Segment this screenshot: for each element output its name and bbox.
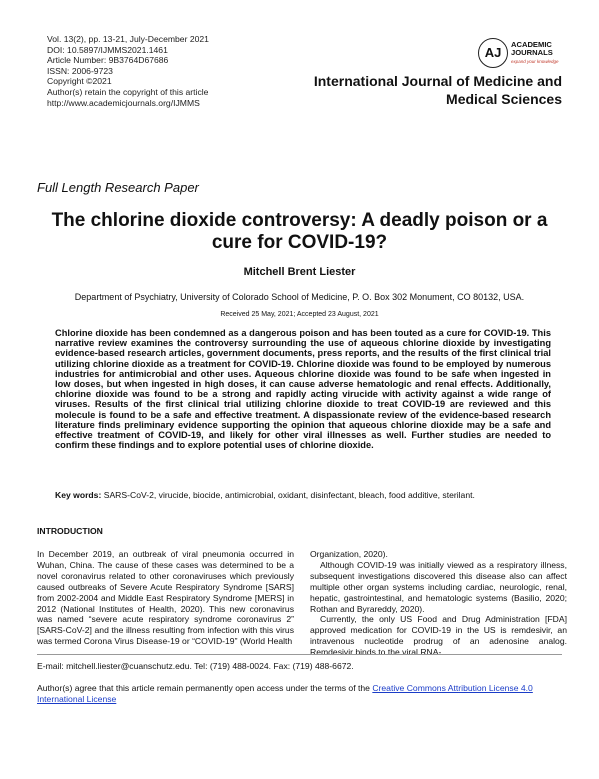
paper-type: Full Length Research Paper [37, 180, 199, 195]
body-column-left [37, 549, 294, 647]
publisher-logo-text [511, 41, 559, 67]
body-column-right [310, 549, 567, 658]
intro-paragraph-3: Currently, the only US Food and Drug Administration [FDA] approved medication for COVID-19 in the US is remdesivir, an intravenous nucleotide prodrug of an adenosine analog. Remdesivir binds to the viral RNA- [310, 614, 567, 658]
meta-volume: Vol. 13(2), pp. 13-21, July-December 2021 [47, 34, 209, 44]
logo-tagline: expand your knowledge [511, 59, 559, 65]
license-link[interactable]: Creative Commons Attribution License 4.0 International License [37, 683, 533, 704]
intro-paragraph-1-end: Organization, 2020). [310, 549, 388, 559]
received-accepted-dates: Received 25 May, 2021; Accepted 23 August, 2021 [220, 311, 379, 318]
logo-line2: JOURNALS [511, 48, 553, 58]
logo-line1: ACADEMIC [511, 40, 552, 49]
section-heading-introduction: INTRODUCTION [37, 526, 103, 536]
author-contact: E-mail: mitchell.liester@cuanschutz.edu. Tel: (719) 488-0024. Fax: (719) 488-6672. [37, 661, 354, 671]
abstract: Chlorine dioxide has been condemned as a dangerous poison and has been touted as a cure for COVID-19. This narrative review examines the controversy surrounding the use of aqueous chlorine dioxide by investigating evidence-based research articles, government documents, press reports, and the results of the first clinical trial utilizing chlorine dioxide as a treatment for COVID-19. Chlorine dioxide was found to be employed by numerous industries for antimicrobial and other uses. Aqueous chlorine dioxide was found to be safe when ingested in low doses, but when ingested in high doses, it can cause adverse hematologic and renal effects. Additionally, chlorine dioxide was found to be a strong and rapidly acting virucide with activity against a wide range of viruses. Results of the first clinical trial utilizing chlorine dioxide to treat COVID-19 are reviewed and this molecule is found to be a safe and effective treatment. A dispassionate review of the evidence-based research literature finds preliminary evidence supporting the opinion that aqueous chlorine dioxide may be a safe and effective treatment of COVID-19, and likely for other viral illnesses as well. Further studies are needed to confirm these findings and to explore potential uses of chlorine dioxide. [55, 328, 551, 451]
meta-doi: DOI: 10.5897/IJMMS2021.1461 [47, 44, 168, 55]
meta-copyright: Copyright ©2021 [47, 76, 112, 87]
intro-paragraph-1: In December 2019, an outbreak of viral pneumonia occurred in Wuhan, China. The cause of these cases was determined to be a novel coronavirus related to other coronaviruses which previously caused outbreaks of Severe Acute Respiratory Syndrome [SARS] from 2002-2004 and Middle East Respiratory Syndrome [MERS] in 2012 (National Institutes of Health, 2020). This new coronavirus was named “severe acute respiratory syndrome coronavirus 2” [SARS-CoV-2] and the illness resulting from infection with this virus was termed Corona Virus Disease-19 or “COVID-19” (World Health [37, 549, 294, 647]
author-name: Mitchell Brent Liester [243, 266, 356, 278]
article-metadata [47, 34, 209, 108]
meta-rights: Author(s) retain the copyright of this article [47, 86, 209, 97]
keywords [55, 490, 555, 500]
meta-issn: ISSN: 2006-9723 [47, 65, 113, 76]
intro-paragraph-2: Although COVID-19 was initially viewed as a respiratory illness, subsequent investigations discovered this disease also can affect multiple other organ systems including cardiac, neurologic, renal, hepatic, gastrointestinal, and hematologic systems (Basilio, 2020; Rothan and Byrareddy, 2020). [310, 559, 567, 614]
publisher-logo-icon: AJ [478, 38, 508, 68]
footer-divider [37, 654, 562, 655]
meta-article-number: Article Number: 9B3764D67686 [47, 55, 169, 66]
keywords-text: SARS-CoV-2, virucide, biocide, antimicrobial, oxidant, disinfectant, bleach, food additive, sterilant. [103, 490, 475, 500]
license-notice [37, 683, 567, 704]
author-affiliation: Department of Psychiatry, University of Colorado School of Medicine, P. O. Box 302 Monument, CO 80132, USA. [74, 292, 525, 302]
keywords-label: Key words: [55, 490, 102, 500]
journal-title: International Journal of Medicine and Medical Sciences [313, 73, 562, 107]
license-text: Author(s) agree that this article remain permanently open access under the terms of the [37, 683, 370, 693]
meta-url: http://www.academicjournals.org/IJMMS [47, 97, 200, 108]
paper-title: The chlorine dioxide controversy: A deadly poison or a cure for COVID-19? [51, 210, 548, 253]
